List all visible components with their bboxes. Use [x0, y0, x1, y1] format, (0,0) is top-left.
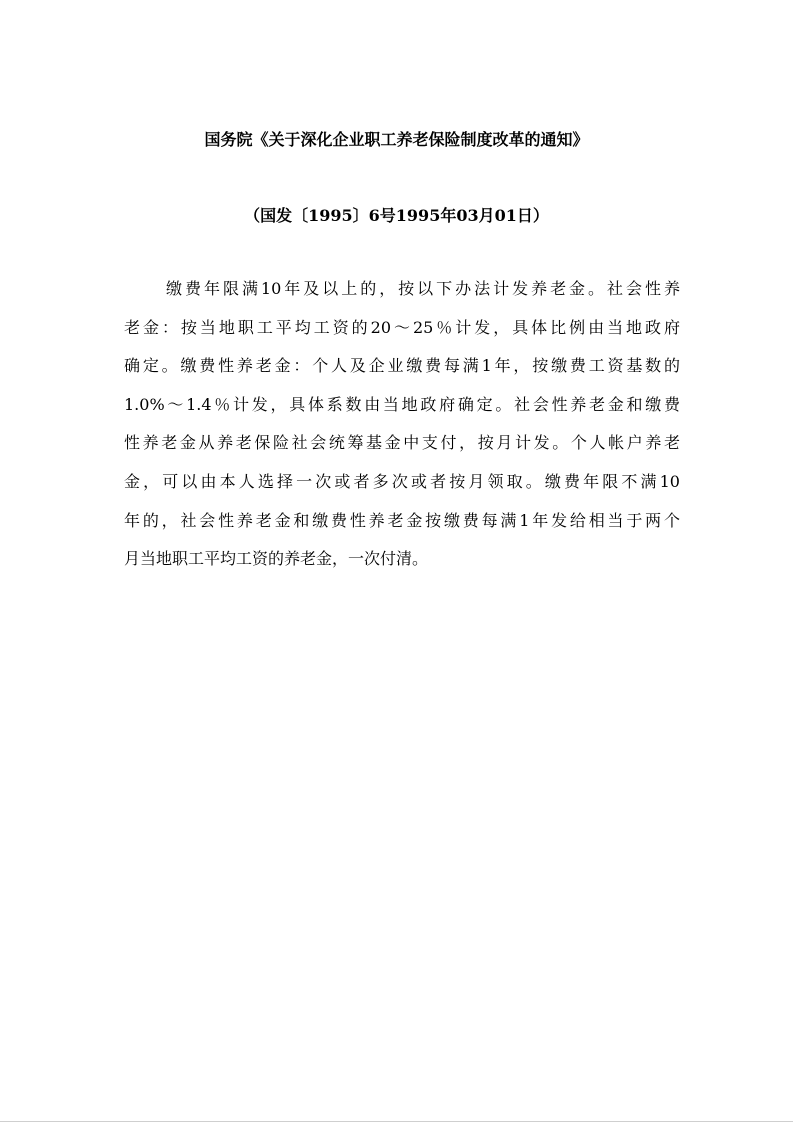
- body-line: 老金：按当地职工平均工资的20～25％计发，具体比例由当地政府: [124, 317, 680, 337]
- document-title: 国务院《关于深化企业职工养老保险制度改革的通知》: [204, 130, 589, 149]
- body-line: 月当地职工平均工资的养老金，一次付清。: [124, 549, 429, 569]
- body-line: 性养老金从养老保险社会统筹基金中支付，按月计发。个人帐户养老: [124, 433, 680, 453]
- body-line: 确定。缴费性养老金：个人及企业缴费每满1年，按缴费工资基数的: [124, 356, 680, 376]
- body-line: 金，可以由本人选择一次或者多次或者按月领取。缴费年限不满10: [124, 471, 680, 491]
- document-body: [124, 270, 680, 579]
- body-line: 缴费年限满10年及以上的，按以下办法计发养老金。社会性养: [166, 279, 680, 298]
- body-line: 年的，社会性养老金和缴费性养老金按缴费每满1年发给相当于两个: [124, 510, 680, 530]
- body-line: 1.0%～1.4％计发，具体系数由当地政府确定。社会性养老金和缴费: [124, 394, 680, 414]
- document-subtitle: （国发〔1995〕6号1995年03月01日）: [244, 206, 549, 225]
